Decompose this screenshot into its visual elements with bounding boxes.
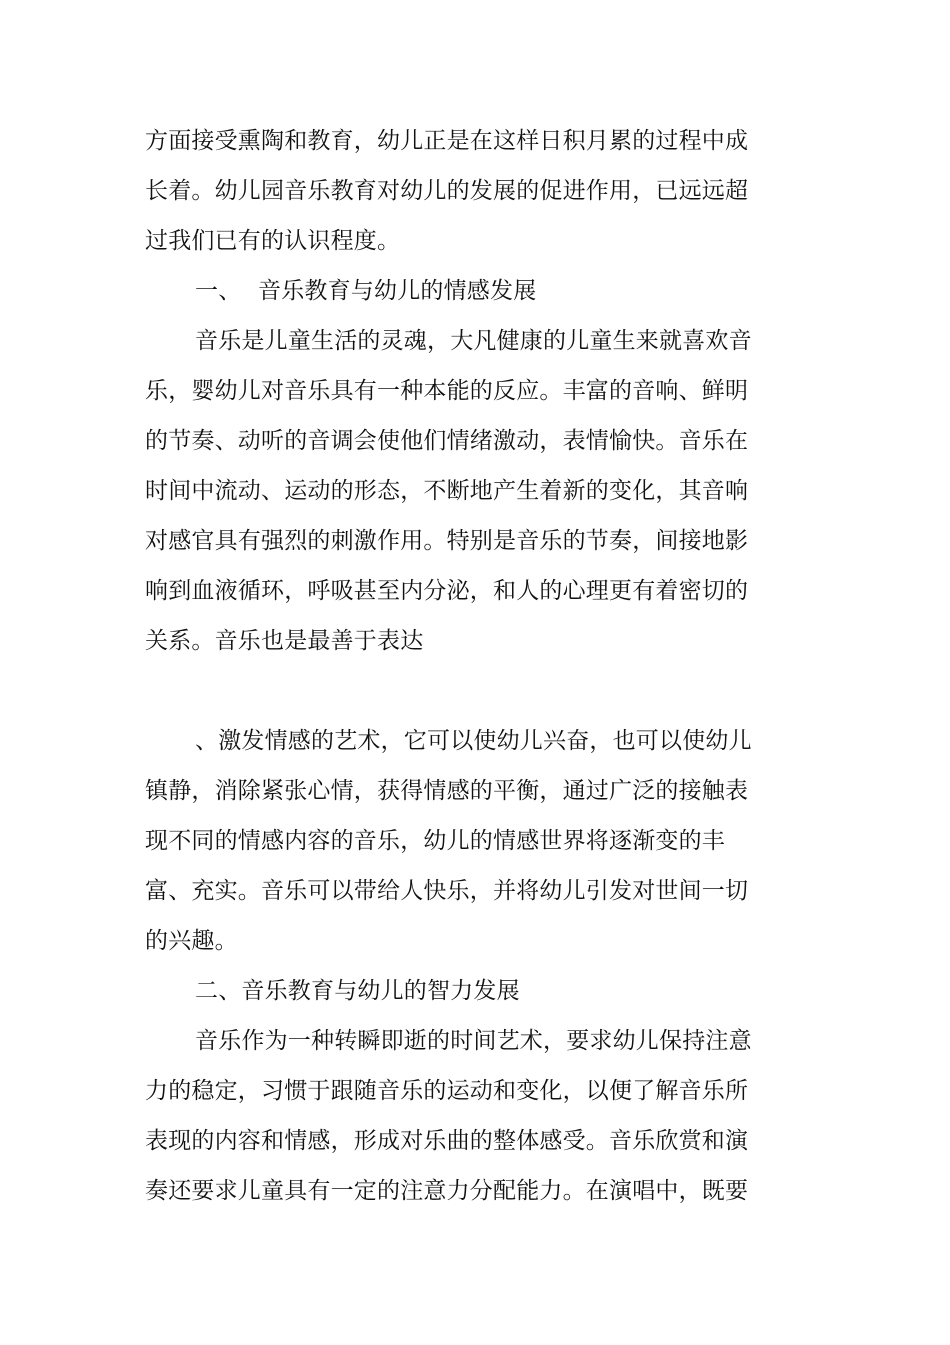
paragraph-line: 现不同的情感内容的音乐，幼儿的情感世界将逐渐变的丰	[145, 828, 725, 854]
paragraph-line: 表现的内容和情感，形成对乐曲的整体感受。音乐欣赏和演	[145, 1128, 749, 1154]
paragraph-line: 力的稳定，习惯于跟随音乐的运动和变化，以便了解音乐所	[145, 1078, 749, 1104]
section-heading-number: 一、	[195, 278, 242, 304]
paragraph-line: 乐，婴幼儿对音乐具有一种本能的反应。丰富的音响、鲜明	[145, 378, 749, 404]
paragraph-line: 音乐作为一种转瞬即逝的时间艺术，要求幼儿保持注意	[195, 1028, 752, 1054]
paragraph-line: 的节奏、动听的音调会使他们情绪激动，表情愉快。音乐在	[145, 428, 749, 454]
paragraph-line: 富、充实。音乐可以带给人快乐，并将幼儿引发对世间一切	[145, 878, 749, 904]
paragraph-line: 响到血液循环，呼吸甚至内分泌，和人的心理更有着密切的	[145, 578, 749, 604]
paragraph-line: 时间中流动、运动的形态，不断地产生着新的变化，其音响	[145, 478, 749, 504]
paragraph-line: 的兴趣。	[145, 928, 238, 954]
paragraph-line: 音乐是儿童生活的灵魂，大凡健康的儿童生来就喜欢音	[195, 328, 752, 354]
section-heading-title: 音乐教育与幼儿的情感发展	[258, 278, 537, 304]
paragraph-line: 过我们已有的认识程度。	[145, 228, 401, 254]
paragraph-line: 长着。幼儿园音乐教育对幼儿的发展的促进作用，已远远超	[145, 178, 749, 204]
paragraph-line: 镇静，消除紧张心情，获得情感的平衡，通过广泛的接触表	[145, 778, 749, 804]
paragraph-line: 、激发情感的艺术，它可以使幼儿兴奋，也可以使幼儿	[195, 728, 752, 754]
paragraph-line: 对感官具有强烈的刺激作用。特别是音乐的节奏，间接地影	[145, 528, 749, 554]
paragraph-line: 关系。音乐也是最善于表达	[145, 628, 424, 654]
section-heading: 二、音乐教育与幼儿的智力发展	[195, 978, 520, 1004]
paragraph-line: 方面接受熏陶和教育，幼儿正是在这样日积月累的过程中成	[145, 128, 749, 154]
paragraph-line: 奏还要求儿童具有一定的注意力分配能力。在演唱中，既要	[145, 1178, 749, 1204]
